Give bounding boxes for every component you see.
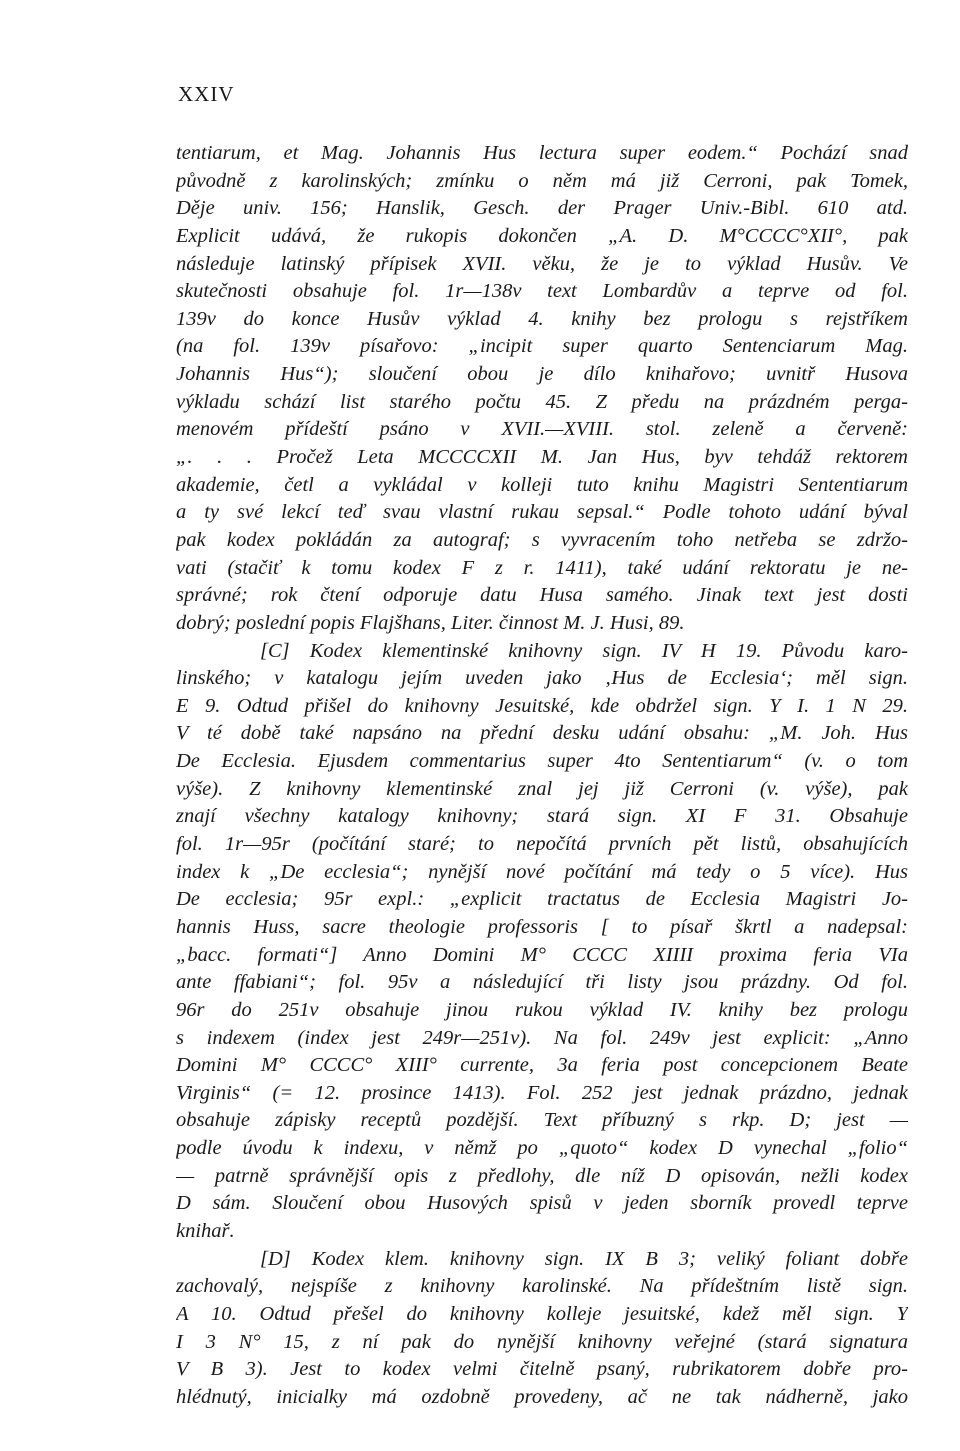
text-line: následuje latinský přípisek XVII. věku, že je to výklad Husův. Ve	[176, 252, 908, 275]
text-line: 96r do 251v obsahuje jinou rukou výklad IV. knihy bez prologu	[176, 998, 908, 1021]
text-line: s indexem (index jest 249r—251v). Na fol. 249v jest explicit: „Anno	[176, 1026, 908, 1049]
text-line: knihař.	[176, 1219, 235, 1242]
text-line: „bacc. formati“] Anno Domini M° CCCC XIIII proxima feria VIa	[176, 943, 908, 966]
text-line: Děje univ. 156; Hanslik, Gesch. der Prager Univ.-Bibl. 610 atd.	[176, 197, 908, 220]
text-line: hannis Huss, sacre theologie professoris [ to písař škrtl a nadepsal:	[176, 915, 908, 938]
text-line: hlédnutý, inicialky má ozdobně provedeny, ač ne tak nádherně, jako	[176, 1385, 908, 1408]
text-line: [D] Kodex klem. knihovny sign. IX B 3; veliký foliant dobře	[260, 1247, 908, 1270]
text-line: tentiarum, et Mag. Johannis Hus lectura super eodem.“ Pochází snad	[176, 142, 908, 164]
text-line: A 10. Odtud přešel do knihovny kolleje jesuitské, kdež měl sign. Y	[176, 1302, 908, 1325]
text-line: Johannis Hus“); sloučení obou je dílo knihařovo; uvnitř Husova	[176, 363, 908, 386]
text-line: výše). Z knihovny klementinské znal jej již Cerroni (v. výše), pak	[176, 777, 908, 800]
text-line: ante ffabiani“; fol. 95v a následující tři listy jsou prázdny. Od fol.	[176, 971, 908, 994]
text-line: E 9. Odtud přišel do knihovny Jesuitské, kde obdržel sign. Y I. 1 N 29.	[176, 694, 908, 717]
text-line: skutečnosti obsahuje fol. 1r—138v text Lombardův a teprve od fol.	[176, 280, 908, 303]
text-line: fol. 1r—95r (počítání staré; to nepočítá prvních pět listů, obsahujících	[176, 833, 908, 856]
body-text	[176, 140, 908, 1411]
text-line: výkladu schází list starého počtu 45. Z předu na prázdném perga-	[176, 390, 908, 413]
text-line: V B 3). Jest to kodex velmi čitelně psaný, rubrikatorem dobře pro-	[176, 1358, 908, 1381]
text-line: D sám. Sloučení obou Husových spisů v jeden sborník provedl teprve	[176, 1192, 908, 1215]
text-line: linského; v katalogu jejím uveden jako ‚Hus de Ecclesia‘; měl sign.	[176, 667, 908, 690]
text-line: „. . . Pročež Leta MCCCCXII M. Jan Hus, byv tehdáž rektorem	[176, 446, 908, 469]
text-line: dobrý; poslední popis Flajšhans, Liter. činnost M. J. Husi, 89.	[176, 611, 685, 634]
text-line: V té době také napsáno na přední desku udání obsahu: „M. Joh. Hus	[176, 722, 908, 745]
text-line: I 3 N° 15, z ní pak do nynější knihovny veřejné (stará signatura	[176, 1330, 908, 1353]
text-line: pak kodex pokládán za autograf; s vyvracením toho netřeba se zdržo-	[176, 528, 908, 551]
text-line: podle úvodu k indexu, v němž po „quoto“ kodex D vynechal „folio“	[176, 1137, 908, 1160]
text-line: (na fol. 139v písařovo: „incipit super quarto Sentenciarum Mag.	[176, 335, 908, 358]
text-line: znají všechny katalogy knihovny; stará sign. XI F 31. Obsahuje	[176, 805, 908, 828]
text-line: — patrně správnější opis z předlohy, dle níž D opisován, nežli kodex	[176, 1164, 908, 1187]
text-line: vati (stačiť k tomu kodex F z r. 1411), také udání rektoratu je ne-	[176, 556, 908, 579]
text-line: zachovalý, nejspíše z knihovny karolinské. Na přídeštním listě sign.	[176, 1275, 908, 1298]
text-line: Virginis“ (= 12. prosince 1413). Fol. 252 jest jednak prázdno, jednak	[176, 1081, 908, 1104]
text-line: [C] Kodex klementinské knihovny sign. IV H 19. Původu karo-	[260, 639, 908, 662]
text-line: Domini M° CCCC° XIII° currente, 3a feria post concepcionem Beate	[176, 1054, 908, 1077]
text-line: 139v do konce Husův výklad 4. knihy bez prologu s rejstříkem	[176, 307, 908, 330]
text-line: správné; rok čtení odporuje datu Husa samého. Jinak text jest dosti	[176, 584, 908, 607]
text-line: akademie, četl a vykládal v kolleji tuto knihu Magistri Sententiarum	[176, 473, 908, 496]
text-line: De ecclesia; 95r expl.: „explicit tractatus de Ecclesia Magistri Jo-	[176, 888, 908, 911]
text-line: menovém přídeští psáno v XVII.—XVIII. stol. zeleně a červeně:	[176, 418, 908, 441]
page-number: XXIV	[178, 82, 235, 106]
text-line: obsahuje zápisky receptů pozdější. Text příbuzný s rkp. D; jest —	[176, 1109, 908, 1132]
text-line: De Ecclesia. Ejusdem commentarius super 4to Sententiarum“ (v. o tom	[176, 750, 908, 773]
text-line: původně z karolinských; zmínku o něm má již Cerroni, pak Tomek,	[176, 169, 908, 192]
text-line: a ty své lekcí teď svau vlastní rukau sepsal.“ Podle tohoto udání býval	[176, 501, 908, 524]
text-line: index k „De ecclesia“; nynější nové počítání má tedy o 5 více). Hus	[176, 860, 908, 883]
text-line: Explicit udává, že rukopis dokončen „A. D. M°CCCC°XII°, pak	[176, 224, 908, 247]
